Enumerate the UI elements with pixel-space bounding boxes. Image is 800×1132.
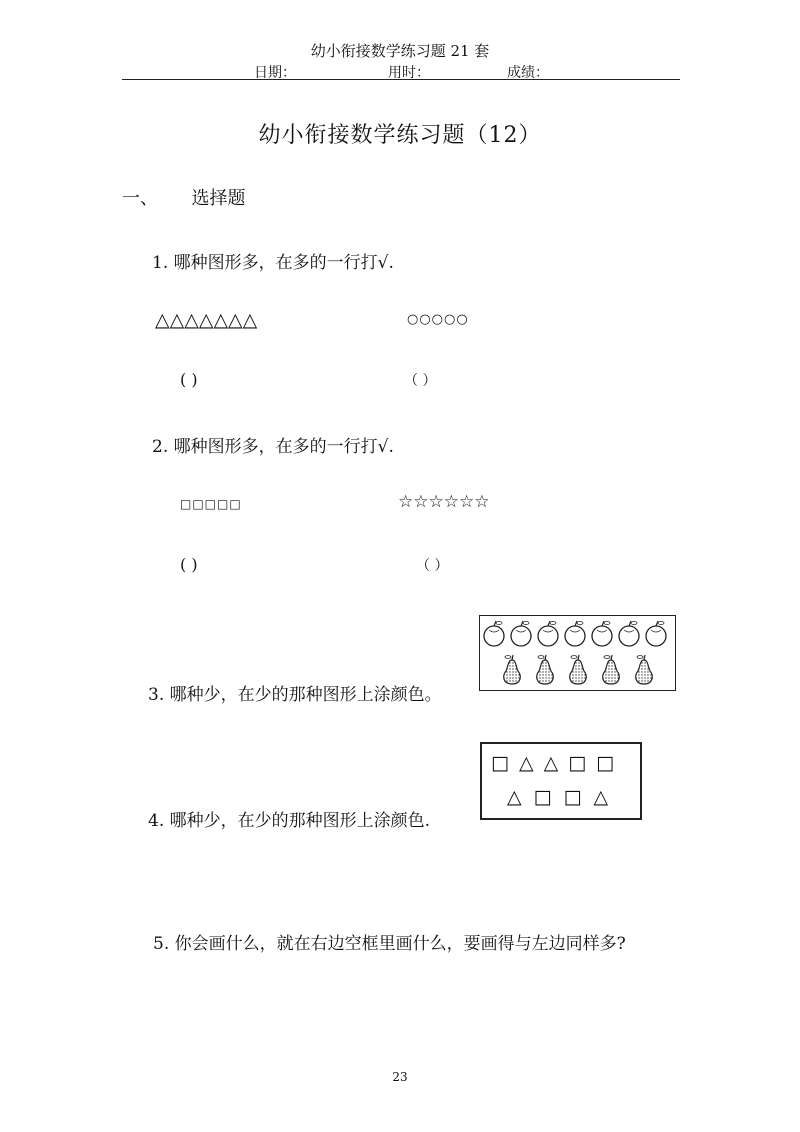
score-label: 成绩： — [507, 65, 549, 81]
question-2-stars: ☆☆☆☆☆☆ — [398, 492, 490, 512]
section-heading — [122, 184, 245, 210]
question-5-text: 5. 你会画什么，就在右边空框里画什么，要画得与左边同样多? — [153, 934, 626, 954]
triangle-icon: △ — [593, 786, 621, 808]
question-1-answer-left[interactable]: ( ) — [180, 370, 198, 389]
square-icon: □ — [568, 752, 597, 774]
question-4-picture — [480, 742, 642, 820]
question-1-circles: ○○○○○ — [407, 312, 469, 327]
square-icon: □ — [533, 786, 564, 808]
fruit-illustration — [480, 616, 675, 690]
question-1-answer-right[interactable]: （ ） — [404, 373, 437, 389]
square-icon: □ — [596, 752, 625, 774]
question-1-triangles: △△△△△△△ — [155, 309, 258, 331]
header-rule — [122, 79, 680, 80]
document-title: 幼小衔接数学练习题（12） — [258, 123, 542, 148]
section-name: 选择题 — [191, 188, 246, 209]
apple-icon — [511, 621, 531, 646]
section-number: 一、 — [122, 188, 158, 209]
question-3-text: 3. 哪种少，在少的那种图形上涂颜色。 — [148, 685, 442, 705]
apple-icon — [484, 621, 504, 646]
question-2-answer-left[interactable]: ( ) — [180, 555, 198, 574]
question-4-text: 4. 哪种少，在少的那种图形上涂颜色. — [148, 811, 431, 831]
question-4-row-1 — [491, 752, 624, 774]
pear-icon — [603, 655, 619, 684]
time-label: 用时： — [388, 65, 430, 81]
triangle-icon: △ — [543, 752, 569, 774]
apple-icon — [646, 621, 666, 646]
triangle-icon: △ — [507, 786, 534, 808]
triangle-icon: △ — [518, 752, 544, 774]
apple-icon — [592, 621, 612, 646]
question-2-text: 2. 哪种图形多，在多的一行打√. — [152, 437, 394, 457]
pear-icon — [504, 655, 520, 684]
square-icon: □ — [563, 786, 594, 808]
date-label: 日期： — [254, 65, 296, 81]
page-number: 23 — [392, 1070, 408, 1084]
pear-icon — [636, 655, 652, 684]
pear-icon — [570, 655, 586, 684]
question-3-picture — [479, 615, 676, 691]
apple-icon — [619, 621, 639, 646]
running-header-title: 幼小衔接数学练习题 21 套 — [310, 42, 490, 60]
question-2-squares: □□□□□ — [180, 497, 242, 511]
pear-icon — [537, 655, 553, 684]
apple-icon — [538, 621, 558, 646]
question-1-text: 1. 哪种图形多，在多的一行打√. — [152, 253, 394, 273]
apple-icon — [565, 621, 585, 646]
question-2-answer-right[interactable]: （ ） — [416, 558, 449, 574]
question-4-row-2 — [507, 786, 620, 808]
square-icon: □ — [491, 752, 519, 774]
